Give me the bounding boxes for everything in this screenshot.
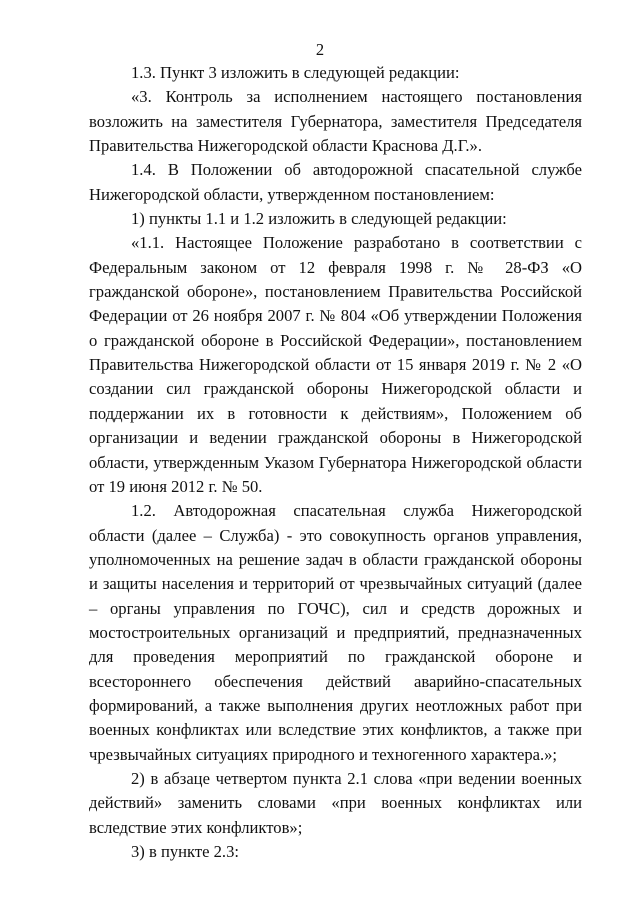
document-body xyxy=(89,61,582,864)
paragraph-1-3: 1.3. Пункт 3 изложить в следующей редакции: xyxy=(131,63,460,82)
paragraph-1-1: «1.1. Настоящее Положение разработано в соответствии с Федеральным законом от 12 февраля 1998 г. № 28-ФЗ «О гражданской обороне», постановлением Правительства Российской Федерации от 26 ноября 2007 г. № 804 «Об утверждении Положения о гражданской обороне в Российской Федерации», постановлением Правительства Нижегородской области от 15 января 2019 г. № 2 «О создании сил гражданской обороны Нижегородской области и поддержании их в готовности к действиям», Положением об организации и ведении гражданской обороны в Нижегородской области, утвержденным Указом Губернатора Нижегородской области от 19 июня 2012 г. № 50. xyxy=(89,233,582,496)
paragraph-item-1: 1) пункты 1.1 и 1.2 изложить в следующей редакции: xyxy=(131,209,507,229)
paragraph-control-clause: «3. Контроль за исполнением настоящего постановления возложить на заместителя Губернатора, заместителя Председателя Правительства Нижегородской области Краснова Д.Г.». xyxy=(89,87,582,156)
paragraph-1-2: 1.2. Автодорожная спасательная служба Нижегородской области (далее – Служба) - это совокупность органов управления, уполномоченных на решение задач в области гражданской обороны и защиты населения и территорий от чрезвычайных ситуаций (далее – органы управления по ГОЧС), сил и средств дорожных и мостостроительных организаций и предприятий, предназначенных для проведения мероприятий по гражданской обороне и всестороннего обеспечения действий аварийно-спасательных формирований, а также выполнения других неотложных работ при военных конфликтах или вследствие этих конфликтов, а также при чрезвычайных ситуациях природного и техногенного характера.»; xyxy=(89,501,582,764)
paragraph-item-3: 3) в пункте 2.3: xyxy=(131,842,239,861)
paragraph-1-4: 1.4. В Положении об автодорожной спасательной службе Нижегородской области, утвержденном постановлением: xyxy=(89,160,582,204)
page-number: 2 xyxy=(315,40,325,59)
paragraph-item-2: 2) в абзаце четвертом пункта 2.1 слова «при ведении военных действий» заменить словами «при военных конфликтах или вследствие этих конфликтов»; xyxy=(89,768,582,837)
